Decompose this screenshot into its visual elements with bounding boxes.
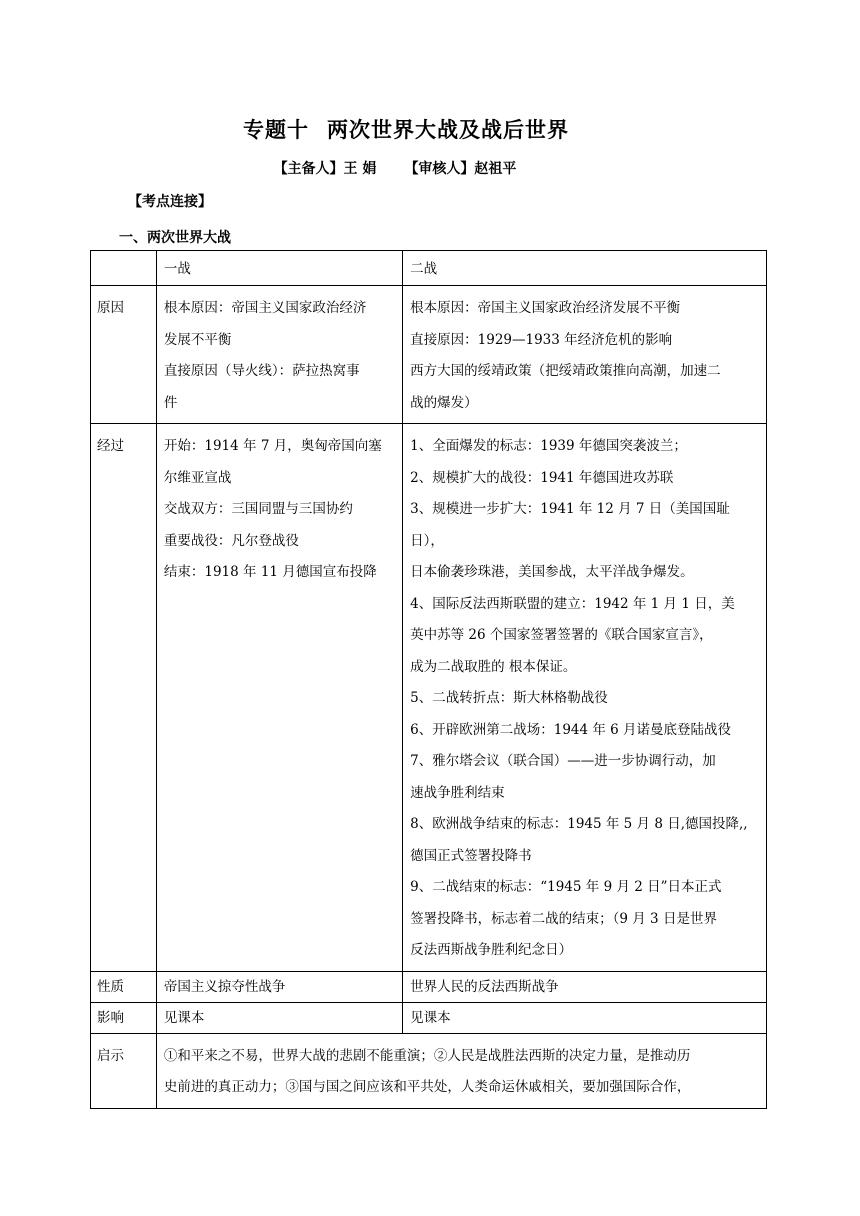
cause-ww2-line: 西方大国的绥靖政策（把绥靖政策推向高潮，加速二 bbox=[410, 363, 721, 379]
nature-ww2-cell: 世界人民的反法西斯战争 bbox=[403, 971, 767, 1002]
impact-ww1-cell: 见课本 bbox=[156, 1002, 402, 1033]
process-ww1-line: 尔维亚宣战 bbox=[163, 469, 232, 486]
cause-ww1-cell bbox=[156, 286, 402, 424]
process-ww1-line: 开始：1914 年 7 月，奥匈帝国向塞 bbox=[163, 438, 382, 454]
process-ww2-line: 反法西斯战争胜利纪念日） bbox=[410, 942, 573, 958]
process-ww2-line: 英中苏等 26 个国家签署签署的《联合国家宣言》， bbox=[410, 627, 713, 643]
table-row-lesson bbox=[91, 1033, 767, 1108]
topic-number: 专题十 bbox=[243, 117, 309, 142]
section-kaodian: 【考点连接】 bbox=[128, 194, 212, 210]
process-ww2-line: 8、欧洲战争结束的标志：1945 年 5 月 8 日,德国投降,, bbox=[410, 816, 748, 832]
process-ww2-line: 2、规模扩大的战役：1941 年德国进攻苏联 bbox=[410, 469, 674, 486]
process-ww2-line: 5、二战转折点：斯大林格勒战役 bbox=[410, 690, 608, 706]
lesson-cell bbox=[156, 1033, 766, 1108]
reviewer: 【审核人】赵祖平 bbox=[404, 161, 517, 177]
row-label-cause: 原因 bbox=[91, 286, 157, 424]
cause-ww1-line: 根本原因：帝国主义国家政治经济 bbox=[163, 300, 367, 316]
process-ww2-line: 7、雅尔塔会议（联合国）——进一步协调行动，加 bbox=[410, 753, 716, 769]
cause-ww1-line: 件 bbox=[163, 394, 178, 411]
row-label-process: 经过 bbox=[91, 424, 157, 972]
world-wars-table bbox=[90, 250, 767, 1109]
process-ww2-line: 签署投降书，标志着二战的结束；（9 月 3 日是世界 bbox=[410, 910, 717, 927]
row-label-nature: 性质 bbox=[91, 971, 157, 1002]
process-ww2-line: 1、全面爆发的标志：1939 年德国突袭波兰； bbox=[410, 438, 687, 454]
nature-ww1-cell: 帝国主义掠夺性战争 bbox=[156, 971, 402, 1002]
process-ww2-line: 成为二战取胜的 根本保证。 bbox=[410, 658, 577, 675]
process-ww1-line: 交战双方：三国同盟与三国协约 bbox=[163, 501, 353, 517]
cause-ww2-line: 直接原因：1929—1933 年经济危机的影响 bbox=[410, 331, 673, 348]
cause-ww2-line: 根本原因：帝国主义国家政治经济发展不平衡 bbox=[410, 300, 681, 316]
impact-ww2-cell: 见课本 bbox=[403, 1002, 767, 1033]
page-title bbox=[0, 114, 812, 144]
header-ww1: 一战 bbox=[156, 251, 402, 286]
table-row-process bbox=[91, 424, 767, 972]
process-ww1-cell bbox=[156, 424, 402, 972]
process-ww2-line: 6、开辟欧洲第二战场：1944 年 6 月诺曼底登陆战役 bbox=[410, 721, 732, 738]
header-empty-cell bbox=[91, 251, 157, 286]
process-ww2-cell bbox=[403, 424, 767, 972]
cause-ww2-cell bbox=[403, 286, 767, 424]
cause-ww1-line: 发展不平衡 bbox=[163, 331, 232, 348]
header-ww2: 二战 bbox=[403, 251, 767, 286]
row-label-impact: 影响 bbox=[91, 1002, 157, 1033]
row-label-lesson: 启示 bbox=[91, 1033, 157, 1108]
table-header-row bbox=[91, 251, 767, 286]
process-ww1-line: 结束：1918 年 11 月德国宣布投降 bbox=[163, 564, 377, 580]
process-ww2-line: 9、二战结束的标志：“1945 年 9 月 2 日”日本正式 bbox=[410, 879, 722, 895]
process-ww2-line: 3、规模进一步扩大：1941 年 12 月 7 日（美国国耻日）， bbox=[410, 501, 730, 549]
cause-ww2-line: 战的爆发） bbox=[410, 394, 478, 411]
process-ww1-line: 重要战役：凡尔登战役 bbox=[163, 532, 299, 549]
lesson-line: 史前进的真正动力；③国与国之间应该和平共处，人类命运休戚相关，要加强国际合作， bbox=[163, 1079, 691, 1095]
process-ww2-line: 日本偷袭珍珠港，美国参战，太平洋战争爆发。 bbox=[410, 564, 694, 580]
table-row-cause bbox=[91, 286, 767, 424]
author-line bbox=[0, 158, 790, 178]
table-row-impact bbox=[91, 1002, 767, 1033]
cause-ww1-line: 直接原因（导火线）：萨拉热窝事 bbox=[163, 363, 360, 379]
process-ww2-line: 德国正式签署投降书 bbox=[410, 847, 532, 864]
topic-name: 两次世界大战及战后世界 bbox=[327, 117, 569, 142]
section-heading-world-wars: 一、两次世界大战 bbox=[119, 230, 231, 246]
process-ww2-line: 4、国际反法西斯联盟的建立：1942 年 1 月 1 日，美 bbox=[410, 595, 735, 612]
lesson-line: ①和平来之不易，世界大战的悲剧不能重演；②人民是战胜法西斯的决定力量，是推动历 bbox=[163, 1047, 691, 1064]
table-row-nature bbox=[91, 971, 767, 1002]
process-ww2-line: 速战争胜利结束 bbox=[410, 784, 505, 801]
preparer: 【主备人】王 娟 bbox=[273, 161, 377, 177]
